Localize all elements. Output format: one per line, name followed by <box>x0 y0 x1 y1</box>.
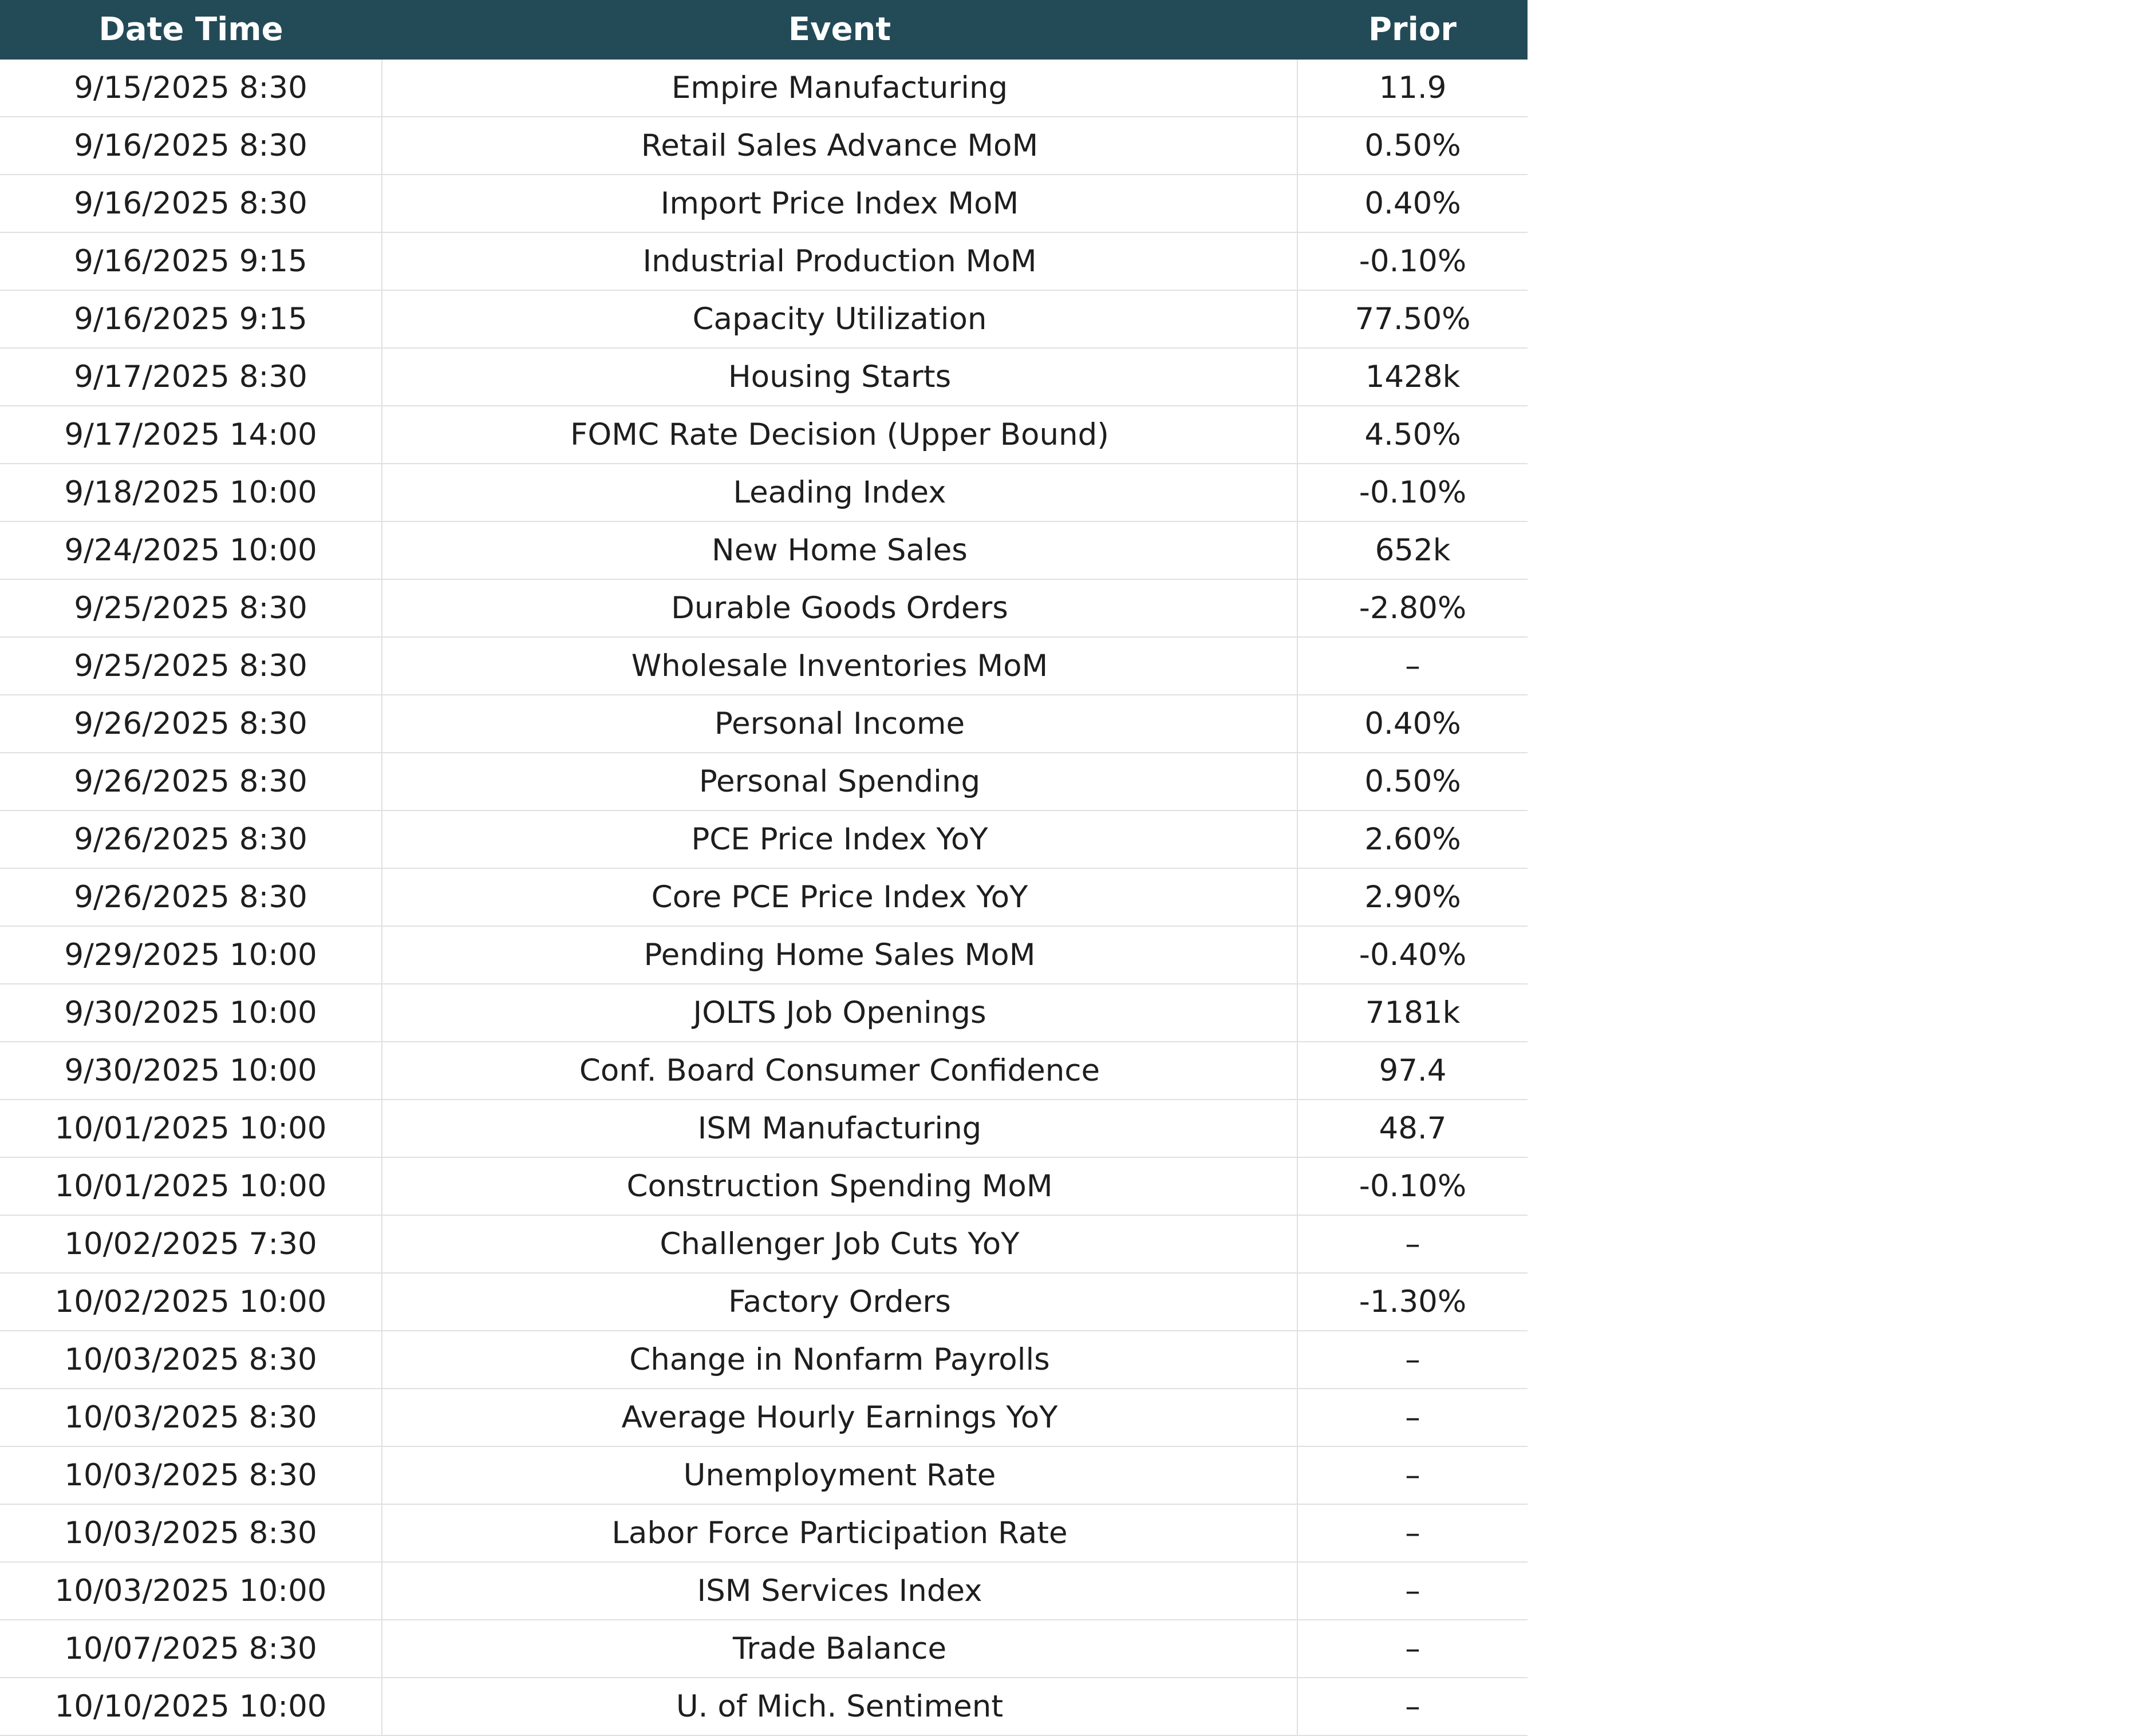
prior-cell: – <box>1297 1331 1528 1389</box>
date-time-cell: 9/16/2025 9:15 <box>0 232 382 290</box>
prior-cell: 0.50% <box>1297 117 1528 175</box>
date-time-cell: 9/17/2025 14:00 <box>0 406 382 464</box>
table-row <box>0 1331 1528 1389</box>
prior-cell: 2.60% <box>1297 810 1528 868</box>
prior-cell: 0.40% <box>1297 695 1528 753</box>
event-cell: Import Price Index MoM <box>382 175 1297 232</box>
prior-cell: – <box>1297 1389 1528 1446</box>
table-row <box>0 637 1528 695</box>
event-cell: Wholesale Inventories MoM <box>382 637 1297 695</box>
table-row <box>0 1215 1528 1273</box>
prior-cell: 97.4 <box>1297 1042 1528 1100</box>
table-row <box>0 1042 1528 1100</box>
prior-cell: -0.40% <box>1297 926 1528 984</box>
event-cell: Empire Manufacturing <box>382 60 1297 117</box>
header-event: Event <box>382 0 1297 60</box>
table-row <box>0 1100 1528 1157</box>
prior-cell: 0.50% <box>1297 753 1528 810</box>
prior-cell: 48.7 <box>1297 1100 1528 1157</box>
event-cell: ISM Manufacturing <box>382 1100 1297 1157</box>
prior-cell: -1.30% <box>1297 1273 1528 1331</box>
prior-cell: – <box>1297 1215 1528 1273</box>
event-cell: Challenger Job Cuts YoY <box>382 1215 1297 1273</box>
table-row <box>0 1504 1528 1562</box>
table-row <box>0 753 1528 810</box>
table-row <box>0 60 1528 117</box>
prior-cell: 11.9 <box>1297 60 1528 117</box>
table-row <box>0 464 1528 521</box>
event-cell: Average Hourly Earnings YoY <box>382 1389 1297 1446</box>
prior-cell: – <box>1297 1446 1528 1504</box>
event-cell: Retail Sales Advance MoM <box>382 117 1297 175</box>
event-cell: Durable Goods Orders <box>382 579 1297 637</box>
event-cell: U. of Mich. Sentiment <box>382 1678 1297 1735</box>
table-body <box>0 60 1528 1735</box>
event-cell: Construction Spending MoM <box>382 1157 1297 1215</box>
date-time-cell: 9/24/2025 10:00 <box>0 521 382 579</box>
table-row <box>0 1389 1528 1446</box>
date-time-cell: 9/30/2025 10:00 <box>0 984 382 1042</box>
event-cell: Leading Index <box>382 464 1297 521</box>
table-row <box>0 175 1528 232</box>
table-row <box>0 117 1528 175</box>
event-cell: ISM Services Index <box>382 1562 1297 1620</box>
date-time-cell: 10/03/2025 8:30 <box>0 1389 382 1446</box>
table-row <box>0 868 1528 926</box>
prior-cell: 652k <box>1297 521 1528 579</box>
date-time-cell: 9/26/2025 8:30 <box>0 868 382 926</box>
prior-cell: 2.90% <box>1297 868 1528 926</box>
date-time-cell: 10/01/2025 10:00 <box>0 1100 382 1157</box>
event-cell: Labor Force Participation Rate <box>382 1504 1297 1562</box>
prior-cell: 77.50% <box>1297 290 1528 348</box>
date-time-cell: 9/30/2025 10:00 <box>0 1042 382 1100</box>
table-header <box>0 0 1528 60</box>
date-time-cell: 9/18/2025 10:00 <box>0 464 382 521</box>
event-cell: New Home Sales <box>382 521 1297 579</box>
prior-cell: -0.10% <box>1297 232 1528 290</box>
event-cell: JOLTS Job Openings <box>382 984 1297 1042</box>
table-row <box>0 348 1528 406</box>
prior-cell: 1428k <box>1297 348 1528 406</box>
table-row <box>0 1273 1528 1331</box>
prior-cell: – <box>1297 1620 1528 1678</box>
event-cell: PCE Price Index YoY <box>382 810 1297 868</box>
prior-cell: -0.10% <box>1297 464 1528 521</box>
prior-cell: 0.40% <box>1297 175 1528 232</box>
event-cell: Trade Balance <box>382 1620 1297 1678</box>
date-time-cell: 9/15/2025 8:30 <box>0 60 382 117</box>
date-time-cell: 9/16/2025 8:30 <box>0 175 382 232</box>
table-row <box>0 810 1528 868</box>
table-row <box>0 1562 1528 1620</box>
event-cell: Housing Starts <box>382 348 1297 406</box>
header-prior: Prior <box>1297 0 1528 60</box>
event-cell: Factory Orders <box>382 1273 1297 1331</box>
table-row <box>0 695 1528 753</box>
date-time-cell: 10/02/2025 7:30 <box>0 1215 382 1273</box>
table-row <box>0 290 1528 348</box>
event-cell: Pending Home Sales MoM <box>382 926 1297 984</box>
date-time-cell: 9/25/2025 8:30 <box>0 637 382 695</box>
prior-cell: 7181k <box>1297 984 1528 1042</box>
date-time-cell: 9/16/2025 9:15 <box>0 290 382 348</box>
date-time-cell: 9/16/2025 8:30 <box>0 117 382 175</box>
date-time-cell: 9/26/2025 8:30 <box>0 810 382 868</box>
table-row <box>0 406 1528 464</box>
date-time-cell: 10/01/2025 10:00 <box>0 1157 382 1215</box>
table-row <box>0 1678 1528 1735</box>
date-time-cell: 9/26/2025 8:30 <box>0 753 382 810</box>
date-time-cell: 10/03/2025 8:30 <box>0 1331 382 1389</box>
date-time-cell: 10/03/2025 8:30 <box>0 1446 382 1504</box>
prior-cell: -0.10% <box>1297 1157 1528 1215</box>
prior-cell: – <box>1297 1504 1528 1562</box>
prior-cell: 4.50% <box>1297 406 1528 464</box>
event-cell: Personal Income <box>382 695 1297 753</box>
date-time-cell: 10/03/2025 8:30 <box>0 1504 382 1562</box>
event-cell: Personal Spending <box>382 753 1297 810</box>
event-cell: Change in Nonfarm Payrolls <box>382 1331 1297 1389</box>
header-date-time: Date Time <box>0 0 382 60</box>
event-cell: FOMC Rate Decision (Upper Bound) <box>382 406 1297 464</box>
table-row <box>0 521 1528 579</box>
table-row <box>0 1157 1528 1215</box>
prior-cell: -2.80% <box>1297 579 1528 637</box>
date-time-cell: 9/29/2025 10:00 <box>0 926 382 984</box>
date-time-cell: 10/10/2025 10:00 <box>0 1678 382 1735</box>
table-row <box>0 984 1528 1042</box>
date-time-cell: 9/25/2025 8:30 <box>0 579 382 637</box>
table-row <box>0 1620 1528 1678</box>
event-cell: Conf. Board Consumer Confidence <box>382 1042 1297 1100</box>
date-time-cell: 9/26/2025 8:30 <box>0 695 382 753</box>
event-cell: Core PCE Price Index YoY <box>382 868 1297 926</box>
header-row <box>0 0 1528 60</box>
date-time-cell: 10/07/2025 8:30 <box>0 1620 382 1678</box>
date-time-cell: 10/03/2025 10:00 <box>0 1562 382 1620</box>
table-row <box>0 926 1528 984</box>
prior-cell: – <box>1297 637 1528 695</box>
date-time-cell: 9/17/2025 8:30 <box>0 348 382 406</box>
event-cell: Capacity Utilization <box>382 290 1297 348</box>
prior-cell: – <box>1297 1678 1528 1735</box>
table-row <box>0 579 1528 637</box>
event-cell: Industrial Production MoM <box>382 232 1297 290</box>
prior-cell: – <box>1297 1562 1528 1620</box>
date-time-cell: 10/02/2025 10:00 <box>0 1273 382 1331</box>
table-row <box>0 1446 1528 1504</box>
table-row <box>0 232 1528 290</box>
event-cell: Unemployment Rate <box>382 1446 1297 1504</box>
